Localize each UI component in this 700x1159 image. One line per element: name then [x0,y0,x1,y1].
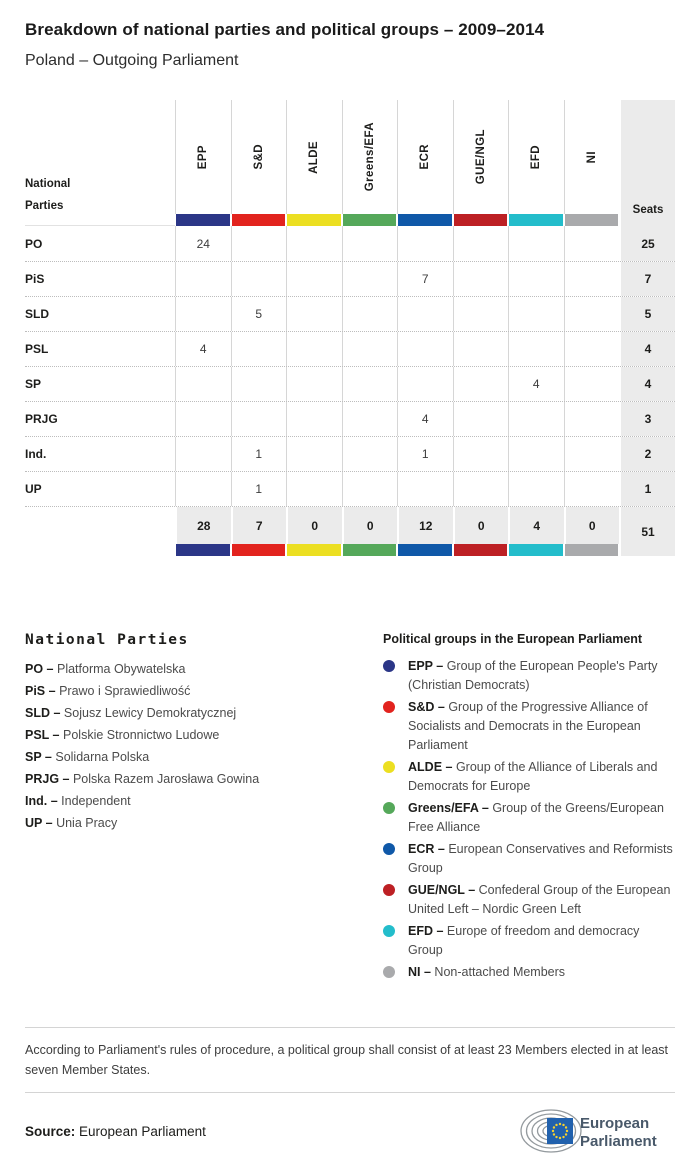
value-cell [286,402,342,436]
political-groups-legend [383,632,675,985]
party-label: Ind. [25,447,47,461]
national-parties-legend [25,632,365,985]
value-cell [453,332,509,366]
column-header-ecr: ECR [397,100,453,214]
list-item: GUE/NGL – Confederal Group of the European United Left – Nordic Green Left [383,881,675,919]
divider [25,1092,675,1093]
value-cell [564,402,620,436]
value-cell: 1 [231,472,287,506]
total-cell: 0 [455,507,509,544]
list-item: ALDE – Group of the Alliance of Liberals and Democrats for Europe [383,758,675,796]
column-header-gue-ngl: GUE/NGL [453,100,509,214]
list-item: Ind. – Independent [25,794,131,808]
corner-label: National Parties [25,100,175,226]
value-cell: 1 [397,437,453,471]
list-item: SLD – Sojusz Lewicy Demokratycznej [25,706,237,720]
value-cell: 4 [508,367,564,401]
group-color-dot [383,843,395,855]
group-color-dot [383,925,395,937]
total-seats-cell: 51 [621,507,675,556]
value-cell [231,332,287,366]
group-color-bar [509,544,563,556]
group-color-bar [454,214,508,226]
national-parties-heading: National Parties [25,632,189,648]
group-color-bar [565,214,619,226]
value-cell [286,262,342,296]
group-color-bar [398,214,452,226]
value-cell [175,472,231,506]
group-color-bar [176,544,230,556]
seats-table [25,100,675,556]
divider [25,1027,675,1028]
legend-section [25,632,675,985]
value-cell [231,226,287,261]
seats-column-header: Seats [621,100,675,226]
group-color-bar [232,214,286,226]
value-cell [397,297,453,331]
group-color-bar [176,214,230,226]
party-label: UP [25,482,42,496]
party-label: PiS [25,272,45,286]
group-color-dot [383,761,395,773]
seats-cell: 25 [621,226,675,261]
group-color-bar [232,544,286,556]
group-color-bar [343,544,397,556]
value-cell [175,297,231,331]
table-row-sp [25,366,675,401]
total-cell: 28 [177,507,231,544]
value-cell [286,367,342,401]
value-cell [231,262,287,296]
group-color-dot [383,701,395,713]
party-label: SLD [25,307,49,321]
table-header [25,100,675,226]
table-row-up [25,471,675,506]
table-row-pis [25,261,675,296]
footer [25,1103,675,1159]
group-color-bar [343,214,397,226]
value-cell [508,332,564,366]
group-color-bar [454,544,508,556]
group-color-dot [383,966,395,978]
value-cell [453,472,509,506]
total-cell: 0 [566,507,620,544]
seats-cell: 4 [621,332,675,366]
list-item: NI – Non-attached Members [383,963,675,982]
total-cell: 4 [510,507,564,544]
list-item: PiS – Prawo i Sprawiedliwość [25,684,191,698]
seats-cell: 3 [621,402,675,436]
group-color-dot [383,802,395,814]
group-color-bar [509,214,563,226]
table-row-ind [25,436,675,471]
value-cell [564,332,620,366]
seats-cell: 7 [621,262,675,296]
value-cell [453,262,509,296]
list-item: PRJG – Polska Razem Jarosława Gowina [25,772,260,786]
value-cell: 4 [397,402,453,436]
page-subtitle: Poland – Outgoing Parliament [25,52,239,69]
seats-cell: 2 [621,437,675,471]
column-header-alde: ALDE [286,100,342,214]
list-item: EFD – Europe of freedom and democracy Group [383,922,675,960]
value-cell [231,367,287,401]
value-cell: 24 [175,226,231,261]
group-color-bar [287,544,341,556]
page-title: Breakdown of national parties and political groups – 2009–2014 [25,20,545,39]
total-cell: 12 [399,507,453,544]
source-line: Source: European Parliament [25,1123,206,1139]
list-item: PO – Platforma Obywatelska [25,662,186,676]
group-color-dot [383,884,395,896]
party-label: PRJG [25,412,58,426]
value-cell [231,402,287,436]
party-label: PSL [25,342,49,356]
column-header-greens-efa: Greens/EFA [342,100,398,214]
seats-cell: 4 [621,367,675,401]
svg-text:European: European [580,1115,650,1132]
value-cell [453,226,509,261]
value-cell [342,402,398,436]
totals-row [25,506,675,556]
table-row-psl [25,331,675,366]
value-cell [508,437,564,471]
value-cell [286,472,342,506]
seats-cell: 1 [621,472,675,506]
value-cell [175,262,231,296]
list-item: ECR – European Conservatives and Reformists Group [383,840,675,878]
list-item: SP – Solidarna Polska [25,750,150,764]
total-cell: 7 [233,507,287,544]
value-cell: 7 [397,262,453,296]
eu-flag-icon [547,1118,573,1144]
value-cell: 1 [231,437,287,471]
value-cell [564,262,620,296]
footnote: According to Parliament's rules of procedure, a political group shall consist of at least 23 Members elected in at least seven Member States. [25,1043,668,1077]
total-cell: 0 [288,507,342,544]
value-cell: 4 [175,332,231,366]
value-cell [564,226,620,261]
value-cell [453,367,509,401]
total-cell: 0 [344,507,398,544]
list-item: PSL – Polskie Stronnictwo Ludowe [25,728,220,742]
value-cell [286,297,342,331]
value-cell [508,226,564,261]
list-item: UP – Unia Pracy [25,816,118,830]
group-color-bar [565,544,619,556]
european-parliament-logo [517,1106,675,1156]
value-cell [508,262,564,296]
value-cell: 5 [231,297,287,331]
column-header-sd: S&D [231,100,287,214]
group-color-dot [383,660,395,672]
list-item: S&D – Group of the Progressive Alliance of Socialists and Democrats in the European Parliament [383,698,675,755]
group-color-bar [287,214,341,226]
value-cell [453,297,509,331]
value-cell [342,297,398,331]
table-row-sld [25,296,675,331]
party-label: PO [25,236,43,251]
value-cell [175,367,231,401]
list-item: EPP – Group of the European People's Party (Christian Democrats) [383,657,675,695]
table-row-po [25,226,675,261]
column-header-ni: NI [564,100,620,214]
value-cell [397,226,453,261]
value-cell [564,297,620,331]
value-cell [508,472,564,506]
svg-text:Parliament: Parliament [580,1133,657,1150]
value-cell [453,437,509,471]
value-cell [397,332,453,366]
value-cell [286,437,342,471]
value-cell [453,402,509,436]
value-cell [342,332,398,366]
value-cell [564,472,620,506]
value-cell [342,367,398,401]
value-cell [508,402,564,436]
value-cell [342,472,398,506]
column-header-epp: EPP [175,100,231,214]
list-item: Greens/EFA – Group of the Greens/European Free Alliance [383,799,675,837]
value-cell [175,437,231,471]
party-label: SP [25,377,42,391]
value-cell [397,472,453,506]
value-cell [342,226,398,261]
table-body [25,226,675,506]
value-cell [286,226,342,261]
value-cell [564,437,620,471]
column-header-efd: EFD [508,100,564,214]
value-cell [397,367,453,401]
value-cell [175,402,231,436]
value-cell [508,297,564,331]
value-cell [564,367,620,401]
seats-cell: 5 [621,297,675,331]
value-cell [342,262,398,296]
value-cell [342,437,398,471]
table-row-prjg [25,401,675,436]
group-color-bar [398,544,452,556]
value-cell [286,332,342,366]
political-groups-heading: Political groups in the European Parliament [383,632,643,646]
